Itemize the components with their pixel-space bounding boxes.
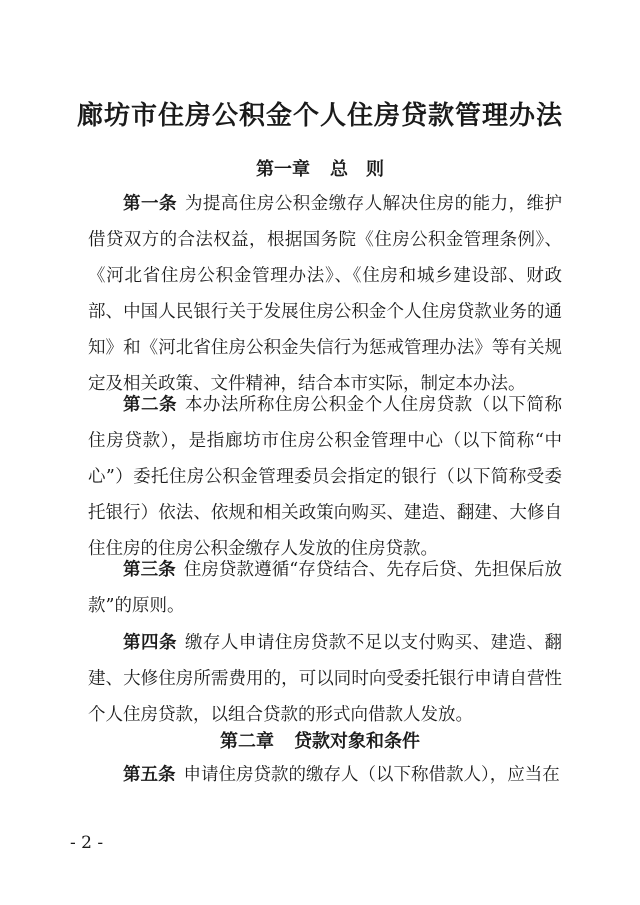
article-2-number: 第二条	[123, 395, 177, 415]
article-5-text: 申请住房贷款的缴存人（以下称借款人），应当在	[183, 765, 560, 785]
article-3	[88, 552, 562, 624]
article-3-text: 住房贷款遵循“存贷结合、先存后贷、先担保后放款”的原则。	[88, 560, 563, 616]
document-title: 廊坊市住房公积金个人住房贷款管理办法	[76, 101, 563, 131]
chapter-heading-2	[0, 727, 640, 757]
article-2-text: 本办法所称住房公积金个人住房贷款（以下简称住房贷款），是指廊坊市住房公积金管理中心（以下简称“中心”）委托住房公积金管理委员会指定的银行（以下简称受委托银行）依法、依规和相关政策向购买、建造、翻建、大修自住住房的住房公积金缴存人发放的住房贷款。	[88, 395, 563, 559]
article-2	[88, 387, 562, 567]
article-1	[88, 186, 562, 402]
article-5-number: 第五条	[123, 765, 176, 785]
article-3-number: 第三条	[123, 560, 176, 580]
page-number: - 2 -	[70, 833, 104, 853]
article-4-number: 第四条	[123, 633, 177, 653]
article-4-text: 缴存人申请住房贷款不足以支付购买、建造、翻建、大修住房所需费用的，可以同时向受委托银行申请自营性个人住房贷款，以组合贷款的形式向借款人发放。	[88, 633, 563, 725]
chapter-1-label: 第一章	[256, 159, 310, 180]
article-1-number: 第一条	[123, 194, 177, 214]
chapter-2-label: 第二章	[220, 731, 274, 752]
chapter-heading-1	[0, 155, 640, 185]
article-1-text: 为提高住房公积金缴存人解决住房的能力，维护借贷双方的合法权益，根据国务院《住房公积金管理条例》、《河北省住房公积金管理办法》、《住房和城乡建设部、财政部、中国人民银行关于发展住房公积金个人住房贷款业务的通知》和《河北省住房公积金失信行为惩戒管理办法》等有关规定及相关政策、文件精神，结合本市实际，制定本办法。	[88, 194, 563, 394]
chapter-2-name: 贷款对象和条件	[294, 731, 420, 752]
article-5	[88, 757, 562, 793]
article-4	[88, 625, 562, 733]
chapter-1-name: 总 则	[330, 159, 384, 180]
